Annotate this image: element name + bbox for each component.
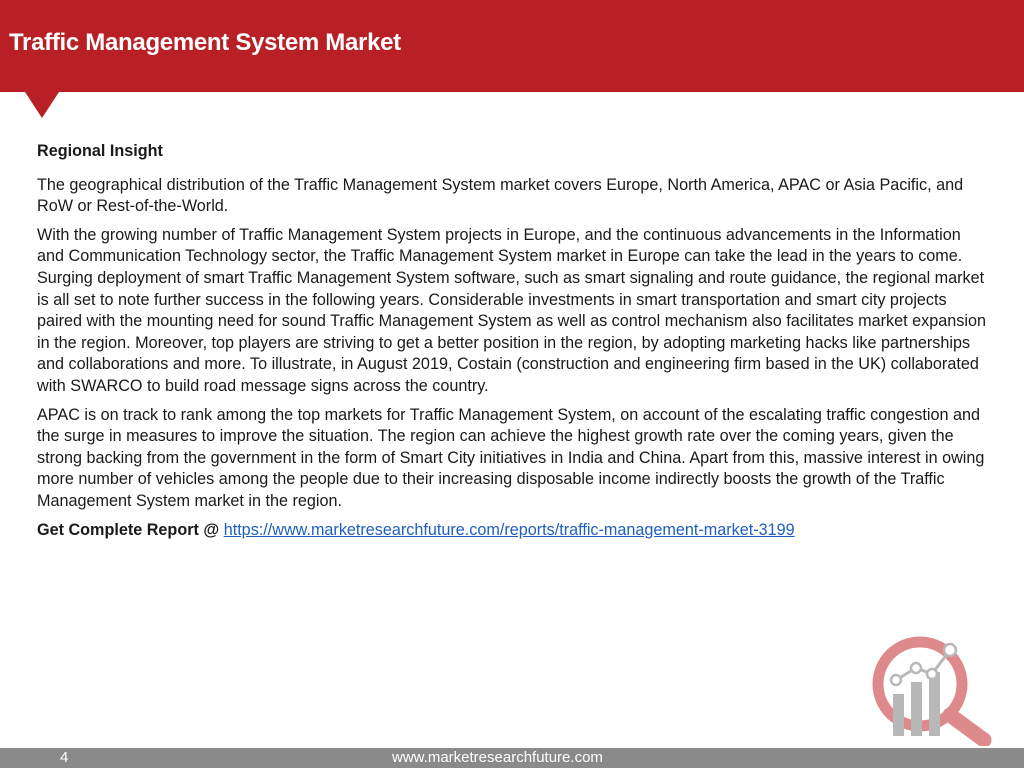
paragraph-intro: The geographical distribution of the Traffic Management System market covers Europe, North America, APAC or Asia Pacific, and RoW or Rest-of-the-World. — [37, 175, 964, 216]
page-title: Traffic Management System Market — [9, 29, 401, 56]
footer-bar — [0, 748, 1024, 768]
report-link[interactable]: https://www.marketresearchfuture.com/reports/traffic-management-market-3199 — [223, 520, 795, 539]
paragraph-apac: APAC is on track to rank among the top markets for Traffic Management System, on account of the escalating traffic congestion and the surge in measures to improve the situation. The region can achieve the highest growth rate over the coming years, given the strong backing from the government in the form of Smart City initiatives in India and China. Apart from this, massive interest in owing more number of vehicles among the people due to their increasing disposable income indirectly boosts the growth of the Traffic Management System market in the region. — [37, 405, 985, 510]
content-area — [37, 141, 987, 548]
header-bar — [0, 0, 1024, 92]
paragraph-europe: With the growing number of Traffic Management System projects in Europe, and the continuous advancements in the Information and Communication Technology sector, the Traffic Management System market in Europe can take the lead in the years to come. Surging deployment of smart Traffic Management System software, such as smart signaling and route guidance, the regional market is all set to note further success in the following years. Considerable investments in smart transportation and smart city projects paired with the mounting need for sound Traffic Management System as well as control mechanism also facilitates market expansion in the region. Moreover, top players are striving to get a better position in the region, by adopting marketing hacks like partnerships and collaborations and more. To illustrate, in August 2019, Costain (construction and engineering firm based in the UK) collaborated with SWARCO to build road message signs across the country. — [37, 225, 986, 395]
footer-website: www.marketresearchfuture.com — [392, 749, 603, 766]
cta-label: Get Complete Report @ — [37, 520, 220, 539]
header-pointer — [25, 92, 59, 118]
report-cta — [37, 520, 987, 542]
page-number: 4 — [60, 749, 69, 766]
section-heading: Regional Insight — [37, 142, 163, 160]
magnifier-growth-chart-logo-icon — [864, 628, 994, 746]
